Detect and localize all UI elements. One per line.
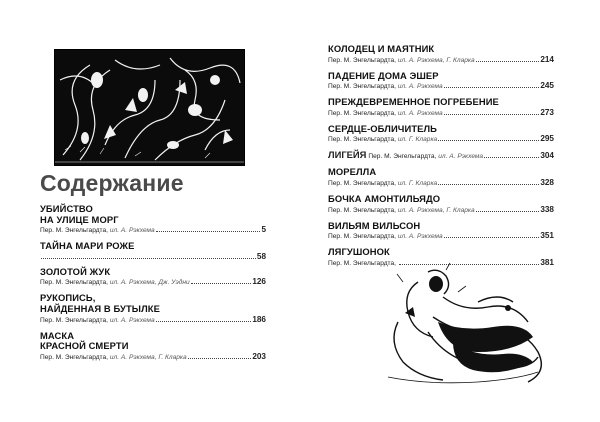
page-number: 245 xyxy=(540,81,554,91)
toc-entry xyxy=(40,331,266,362)
entry-illustrator: ил. А. Рэкхема, Г. Кларка xyxy=(109,353,187,361)
entry-translator: Пер. М. Энгельгардта, xyxy=(40,227,109,235)
entry-translator: Пер. М. Энгельгардта, xyxy=(328,109,397,117)
entry-title: ВИЛЬЯМ ВИЛЬСОН xyxy=(328,219,421,231)
toc-entry xyxy=(40,267,266,288)
entry-line xyxy=(40,252,266,261)
entry-translator: Пер. М. Энгельгардта, xyxy=(328,56,397,64)
entry-translator: Пер. М. Энгельгардта, xyxy=(328,233,397,241)
entry-illustrator: ил. А. Рэкхема, Дж. Уэдни xyxy=(109,279,190,287)
entry-illustrator: ил. Г. Кларка xyxy=(397,136,438,144)
entry-translator: Пер. М. Энгельгардта, xyxy=(328,136,397,144)
entry-illustrator: ил. А. Рэкхема xyxy=(397,83,443,91)
toc-entry xyxy=(328,167,554,188)
toc-right-column xyxy=(328,44,554,274)
entry-line xyxy=(40,277,266,287)
entry-translator: Пер. М. Энгельгардта, xyxy=(328,259,397,267)
leader-dots xyxy=(191,278,252,284)
leader-dots xyxy=(156,316,252,322)
leader-dots xyxy=(438,179,539,185)
entry-illustrator: ил. Г. Кларка xyxy=(397,179,438,187)
entry-translator: Пер. М. Энгельгардта, xyxy=(328,179,397,187)
entry-line xyxy=(328,231,554,241)
toc-entry xyxy=(328,124,554,145)
entry-title: ПРЕЖДЕВРЕМЕННОЕ ПОГРЕБЕНИЕ xyxy=(328,96,499,108)
entry-illustrator: ил. А. Рэкхема xyxy=(438,153,484,161)
leader-dots xyxy=(41,253,256,259)
page-number: 203 xyxy=(252,351,266,361)
entry-line xyxy=(40,225,266,235)
page-number: 186 xyxy=(252,314,266,324)
entry-translator: Пер. М. Энгельгардта, xyxy=(40,316,109,324)
entry-illustrator: ил. А. Рэкхема xyxy=(109,316,155,324)
entry-title: КОЛОДЕЦ И МАЯТНИК xyxy=(328,43,435,54)
page-title: Содержание xyxy=(40,170,184,196)
toc-entry xyxy=(328,97,554,118)
page-number: 273 xyxy=(540,107,554,117)
page-number: 126 xyxy=(252,277,266,287)
entry-line xyxy=(328,81,554,91)
entry-translator: Пер. М. Энгельгардта, xyxy=(328,83,397,91)
leader-dots xyxy=(476,206,540,212)
page-number: 5 xyxy=(261,225,266,235)
entry-illustrator: ил. А. Рэкхема, Г. Кларка xyxy=(397,206,475,214)
entry-line xyxy=(328,150,554,161)
entry-line xyxy=(328,205,554,215)
entry-title: ТАЙНА МАРИ РОЖЕ xyxy=(40,240,135,252)
leader-dots xyxy=(476,56,540,62)
entry-title: ЛЯГУШОНОК xyxy=(328,246,390,258)
page-number: 295 xyxy=(540,134,554,144)
entry-title: ЛИГЕЙЯ xyxy=(328,149,367,161)
page-number: 304 xyxy=(540,151,554,161)
entry-title: УБИЙСТВО xyxy=(40,203,93,214)
page-number: 351 xyxy=(540,231,554,241)
entry-line xyxy=(328,108,554,118)
entry-title: МАСКА xyxy=(40,329,75,341)
leader-dots xyxy=(444,232,540,238)
entry-translator: Пер. М. Энгельгардта, xyxy=(328,206,397,214)
right-page xyxy=(300,0,600,422)
toc-entry xyxy=(40,293,266,324)
entry-title: КРАСНОЙ СМЕРТИ xyxy=(40,340,129,352)
page-number: 328 xyxy=(540,177,554,187)
leader-dots xyxy=(438,135,539,141)
entry-translator: Пер. М. Энгельгардта, xyxy=(368,153,437,161)
entry-title: СЕРДЦЕ-ОБЛИЧИТЕЛЬ xyxy=(328,122,438,134)
entry-line xyxy=(40,315,266,325)
entry-translator: Пер. М. Энгельгардта, xyxy=(40,279,109,287)
leader-dots xyxy=(188,353,252,359)
entry-title: НА УЛИЦЕ МОРГ xyxy=(40,213,119,225)
entry-illustrator: ил. А. Рэкхема xyxy=(397,233,443,241)
leader-dots xyxy=(156,226,261,232)
entry-illustrator: ил. А. Рэкхема, Г. Кларка xyxy=(397,56,475,64)
entry-line xyxy=(328,134,554,144)
page-number: 338 xyxy=(540,204,554,214)
entry-title: НАЙДЕННАЯ В БУТЫЛКЕ xyxy=(40,302,160,314)
leader-dots xyxy=(444,82,540,88)
entry-title: БОЧКА АМОНТИЛЬЯДО xyxy=(328,192,441,204)
entry-translator: Пер. М. Энгельгардта, xyxy=(40,353,109,361)
entry-title: МОРЕЛЛА xyxy=(328,166,377,178)
toc-entry xyxy=(328,194,554,215)
entry-line xyxy=(328,178,554,188)
entry-line xyxy=(40,352,266,362)
leader-dots xyxy=(484,152,539,158)
entry-illustrator: ил. А. Рэкхема xyxy=(397,109,443,117)
toc-entry xyxy=(328,221,554,242)
entry-illustrator: ил. А. Рэкхема xyxy=(109,227,155,235)
toc-entry xyxy=(328,71,554,92)
toc-entry xyxy=(328,150,554,161)
entry-title: ПАДЕНИЕ ДОМА ЭШЕР xyxy=(328,69,439,81)
page-number: 214 xyxy=(540,54,554,64)
toc-left-column xyxy=(40,204,266,368)
page-number: 58 xyxy=(256,251,266,261)
toc-entry xyxy=(328,44,554,65)
woodcut-scene-icon xyxy=(54,49,245,166)
dancing-figure-icon xyxy=(358,262,558,392)
page-number: 381 xyxy=(540,257,554,267)
entry-title: ЗОЛОТОЙ ЖУК xyxy=(40,265,111,277)
entry-line xyxy=(328,55,554,65)
toc-entry xyxy=(40,204,266,235)
leader-dots xyxy=(444,109,540,115)
entry-title: РУКОПИСЬ, xyxy=(40,292,96,304)
toc-entry xyxy=(40,241,266,261)
